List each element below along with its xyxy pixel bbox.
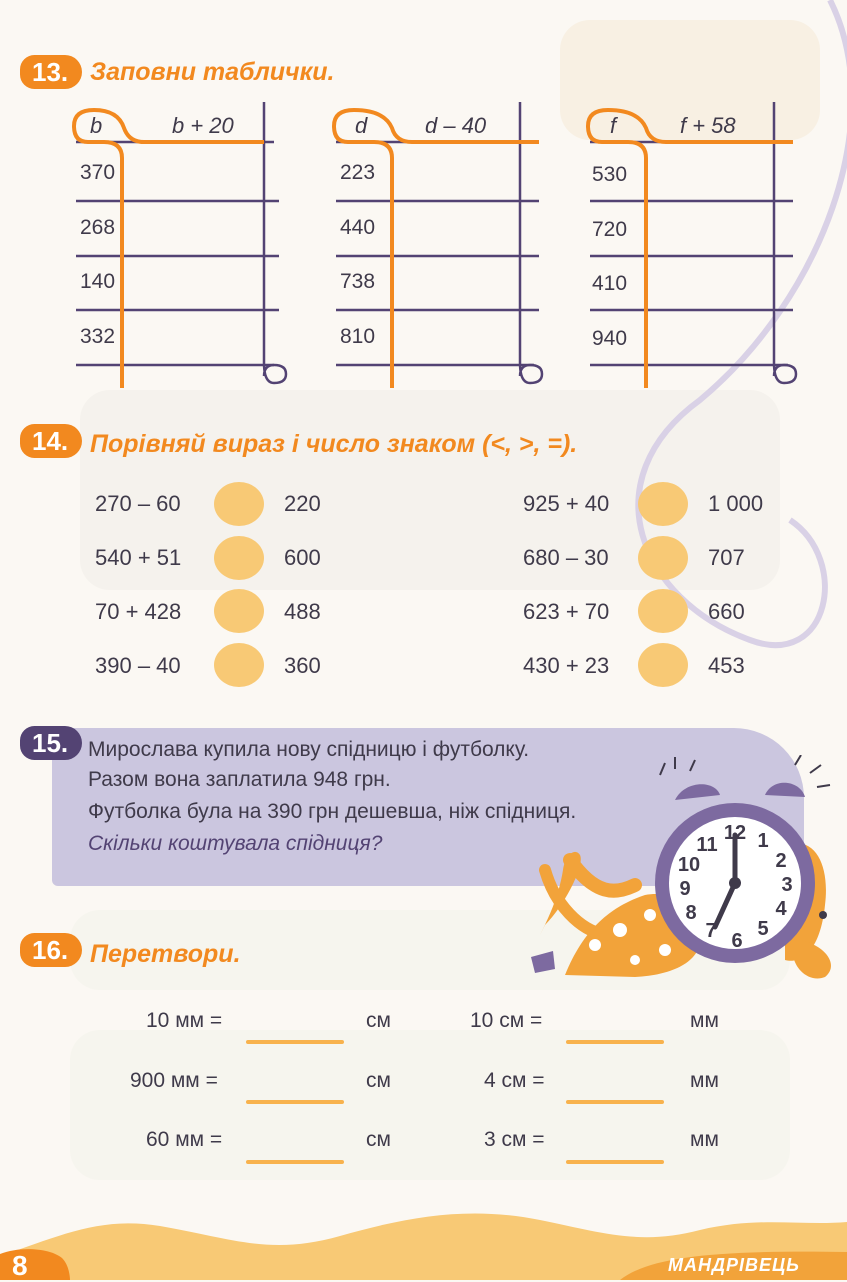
task13-title: Заповни таблички. xyxy=(90,58,335,86)
compare-expr: 540 + 51 xyxy=(95,545,182,570)
clock-number: 3 xyxy=(781,874,793,896)
task15-text-line: Футболка була на 390 грн дешевша, ніж спідниця. xyxy=(88,800,577,823)
convert-expression: 4 см = xyxy=(484,1069,545,1092)
convert-unit: мм xyxy=(690,1128,719,1151)
clock-number: 2 xyxy=(775,850,787,872)
compare-expr: 270 – 60 xyxy=(95,491,181,516)
compare-sign-circle[interactable] xyxy=(638,643,688,687)
convert-unit: см xyxy=(366,1069,391,1092)
compare-expr: 623 + 70 xyxy=(523,599,610,624)
compare-sign-circle[interactable] xyxy=(214,536,264,580)
answer-blank[interactable] xyxy=(246,1160,344,1164)
clock-number: 7 xyxy=(705,920,717,942)
table-b-cell: 370 xyxy=(80,161,116,184)
table-d-cell: 440 xyxy=(340,216,376,239)
answer-blank[interactable] xyxy=(566,1040,664,1044)
compare-sign-circle[interactable] xyxy=(214,482,264,526)
table-b-header-var: b xyxy=(90,113,103,138)
clock-number: 5 xyxy=(757,918,769,940)
task13-badge: 13. xyxy=(20,55,82,89)
compare-sign-circle[interactable] xyxy=(638,482,688,526)
task15-text-line: Мирослава купила нову спідницю і футболку. xyxy=(88,738,530,761)
clock-number: 11 xyxy=(696,834,718,856)
publisher-logo: МАНДРІВЕЦЬ xyxy=(668,1255,800,1275)
compare-number: 220 xyxy=(284,491,321,516)
convert-expression: 60 мм = xyxy=(146,1128,223,1151)
convert-unit: см xyxy=(366,1009,391,1032)
task16-badge: 16. xyxy=(20,933,82,967)
table-b-cell: 140 xyxy=(80,270,116,293)
convert-expression: 900 мм = xyxy=(130,1069,218,1092)
table-b-cell: 332 xyxy=(80,325,116,348)
clock-number: 8 xyxy=(685,902,697,924)
compare-sign-circle[interactable] xyxy=(214,589,264,633)
convert-unit: мм xyxy=(690,1069,719,1092)
task16-title: Перетвори. xyxy=(90,940,241,968)
compare-number: 1 000 xyxy=(708,491,764,516)
table-d-header-var: d xyxy=(355,113,368,138)
compare-expr: 430 + 23 xyxy=(523,653,610,678)
answer-blank[interactable] xyxy=(566,1160,664,1164)
table-f-cell: 940 xyxy=(592,327,628,350)
ghost-shape xyxy=(70,1030,790,1180)
compare-number: 488 xyxy=(284,599,321,624)
answer-blank[interactable] xyxy=(566,1100,664,1104)
clock-number: 10 xyxy=(677,854,701,876)
table-f-header-var: f xyxy=(610,113,617,138)
compare-number: 453 xyxy=(708,653,745,678)
compare-number: 600 xyxy=(284,545,321,570)
clock-number: 4 xyxy=(775,898,787,920)
answer-blank[interactable] xyxy=(246,1100,344,1104)
convert-unit: мм xyxy=(690,1009,719,1032)
table-b-cell: 268 xyxy=(80,216,116,239)
compare-number: 660 xyxy=(708,599,745,624)
compare-sign-circle[interactable] xyxy=(214,643,264,687)
convert-expression: 10 мм = xyxy=(146,1009,223,1032)
clock-number: 9 xyxy=(679,878,691,900)
compare-expr: 925 + 40 xyxy=(523,491,610,516)
table-f-header-expr: f + 58 xyxy=(680,113,736,138)
compare-number: 360 xyxy=(284,653,321,678)
clock-number: 12 xyxy=(723,822,747,844)
compare-sign-circle[interactable] xyxy=(638,589,688,633)
task15-question: Скільки коштувала спідниця? xyxy=(88,832,383,855)
compare-expr: 70 + 428 xyxy=(95,599,182,624)
clock-number: 1 xyxy=(757,830,769,852)
table-d-header-expr: d – 40 xyxy=(425,113,487,138)
compare-number: 707 xyxy=(708,545,745,570)
convert-expression: 10 см = xyxy=(470,1009,543,1032)
answer-blank[interactable] xyxy=(246,1040,344,1044)
task15-text-line: Разом вона заплатила 948 грн. xyxy=(88,768,391,791)
compare-sign-circle[interactable] xyxy=(638,536,688,580)
task14-badge: 14. xyxy=(20,424,82,458)
table-f-cell: 720 xyxy=(592,218,628,241)
compare-expr: 390 – 40 xyxy=(95,653,181,678)
table-d-cell: 810 xyxy=(340,325,376,348)
table-f-cell: 410 xyxy=(592,272,628,295)
table-b-header-expr: b + 20 xyxy=(172,113,234,138)
convert-unit: см xyxy=(366,1128,391,1151)
table-d-cell: 223 xyxy=(340,161,376,184)
convert-expression: 3 см = xyxy=(484,1128,545,1151)
compare-expr: 680 – 30 xyxy=(523,545,609,570)
clock-number: 6 xyxy=(731,930,743,952)
task15-badge: 15. xyxy=(20,726,82,760)
task14-title: Порівняй вираз і число знаком (<, >, =). xyxy=(90,430,578,458)
table-d-cell: 738 xyxy=(340,270,376,293)
table-f-cell: 530 xyxy=(592,163,628,186)
page-number: 8 xyxy=(12,1250,28,1281)
giraffe-clock-illustration xyxy=(525,755,847,995)
